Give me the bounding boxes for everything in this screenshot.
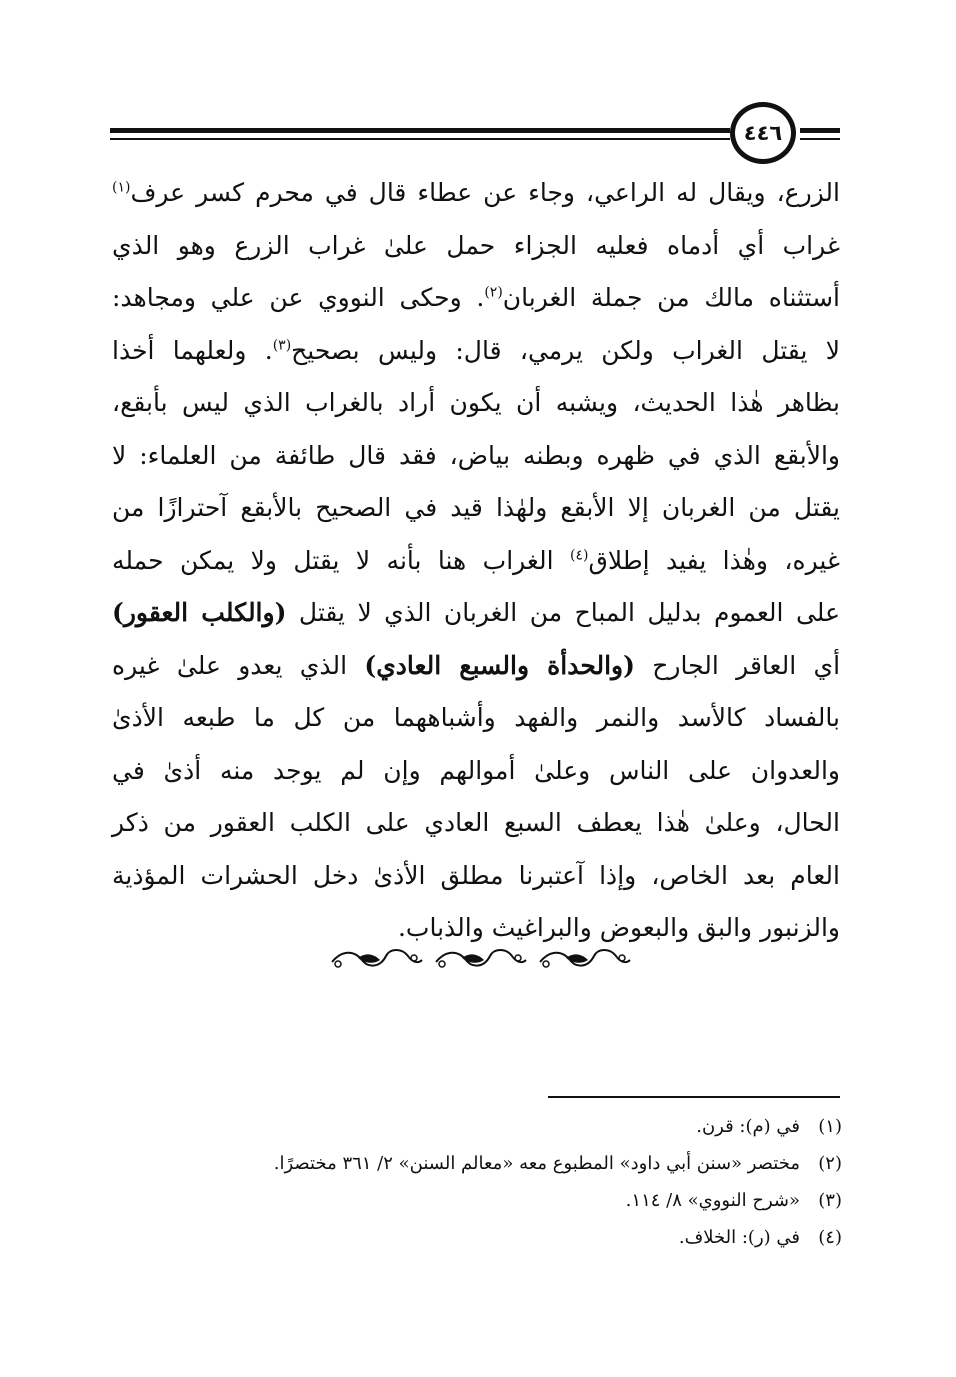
footnote-text: مختصر «سنن أبي داود» المطبوع معه «معالم السنن» ٢/ ٣٦١ مختصرًا. [273, 1153, 800, 1174]
footnote-text: «شرح النووي» ٨/ ١١٤. [625, 1190, 800, 1211]
header-rule-right [800, 128, 840, 133]
text-line: بظاهر هٰذا الحديث، ويشبه أن يكون أراد بالغراب الذي ليس بأبقع، [112, 388, 840, 417]
floral-divider-icon [320, 944, 640, 980]
footnote-text: في (م): قرن. [696, 1116, 800, 1137]
footnote [110, 1182, 842, 1219]
page-header [110, 100, 840, 170]
main-text [112, 167, 840, 955]
page-number: ٤٤٦ [730, 102, 796, 164]
footnote-number: (١) [818, 1116, 842, 1137]
text-line: والعدوان على الناس وعلىٰ أموالهم وإن لم يوجد منه أذىٰ في [112, 755, 840, 785]
text-line: يقتل من الغربان إلا الأبقع ولهٰذا قيد في الصحيح بالأبقع آحترازًا من [112, 493, 840, 522]
header-rule [110, 128, 730, 133]
footnote [110, 1219, 842, 1256]
matn-bold: (والحدأة والسبع العادي) [364, 650, 635, 680]
header-rule-thin [110, 138, 730, 140]
text-line: والزنبور والبق والبعوض والبراغيث والذباب. [397, 913, 840, 942]
footnote-ref: (١) [112, 179, 131, 196]
text-line: لا يقتل الغراب ولكن يرمي، قال: وليس بصحيح$^{(٣)}$. ولعلهما أخذا [112, 335, 840, 365]
text-line: أستثناه مالك من جملة الغربان$^{(٢)}$. وحكى النووي عن علي ومجاهد: [112, 283, 840, 312]
footnote [110, 1108, 842, 1145]
footnote [110, 1145, 842, 1182]
text-line: غراب أي أدماه فعليه الجزاء حمل علىٰ غراب الزرع وهو الذي [112, 230, 840, 260]
footnote-ref: (٤) [569, 547, 589, 564]
floral-ornament-icon [432, 944, 528, 974]
matn-bold: (والكلب العقور) [112, 598, 287, 627]
text-line: بالفساد كالأسد والنمر والفهد وأشباههما من كل ما طبعه الأذىٰ [112, 703, 840, 732]
text-line: على العموم بدليل المباح من الغربان الذي لا يقتل (والكلب العقور) [112, 598, 840, 627]
footnote-ref: (٢) [484, 284, 503, 301]
text-line: غيره، وهٰذا يفيد إطلاق$^{(٤)}$ الغراب هنا بأنه لا يقتل ولا يمكن حمله [112, 545, 840, 575]
text-line: الحال، وعلىٰ هٰذا يعطف السبع العادي على الكلب العقور من ذكر [112, 808, 840, 837]
floral-ornament-icon [328, 944, 424, 974]
footnote-number: (٢) [818, 1153, 842, 1174]
text-line: العام بعد الخاص، وإذا آعتبرنا مطلق الأذىٰ دخل الحشرات المؤذية [112, 860, 840, 890]
floral-ornament-icon [536, 944, 632, 974]
text-line: أي العاقر الجارح (والحدأة والسبع العادي) الذي يعدو علىٰ غيره [112, 650, 841, 680]
footnotes [110, 1108, 842, 1256]
footnote-number: (٤) [818, 1227, 842, 1248]
footnote-number: (٣) [818, 1190, 842, 1211]
text-line: الزرع، ويقال له الراعي، وجاء عن عطاء قال في محرم كسر عرف$^{(١)}$ [112, 178, 840, 207]
footnote-text: في (ر): الخلاف. [678, 1227, 800, 1248]
footnote-ref: (٣) [272, 337, 292, 354]
footnote-separator [548, 1096, 840, 1098]
header-rule-right-thin [800, 138, 840, 140]
text-line: والأبقع الذي في ظهره وبطنه بياض، فقد قال طائفة من العلماء: لا [112, 440, 840, 470]
